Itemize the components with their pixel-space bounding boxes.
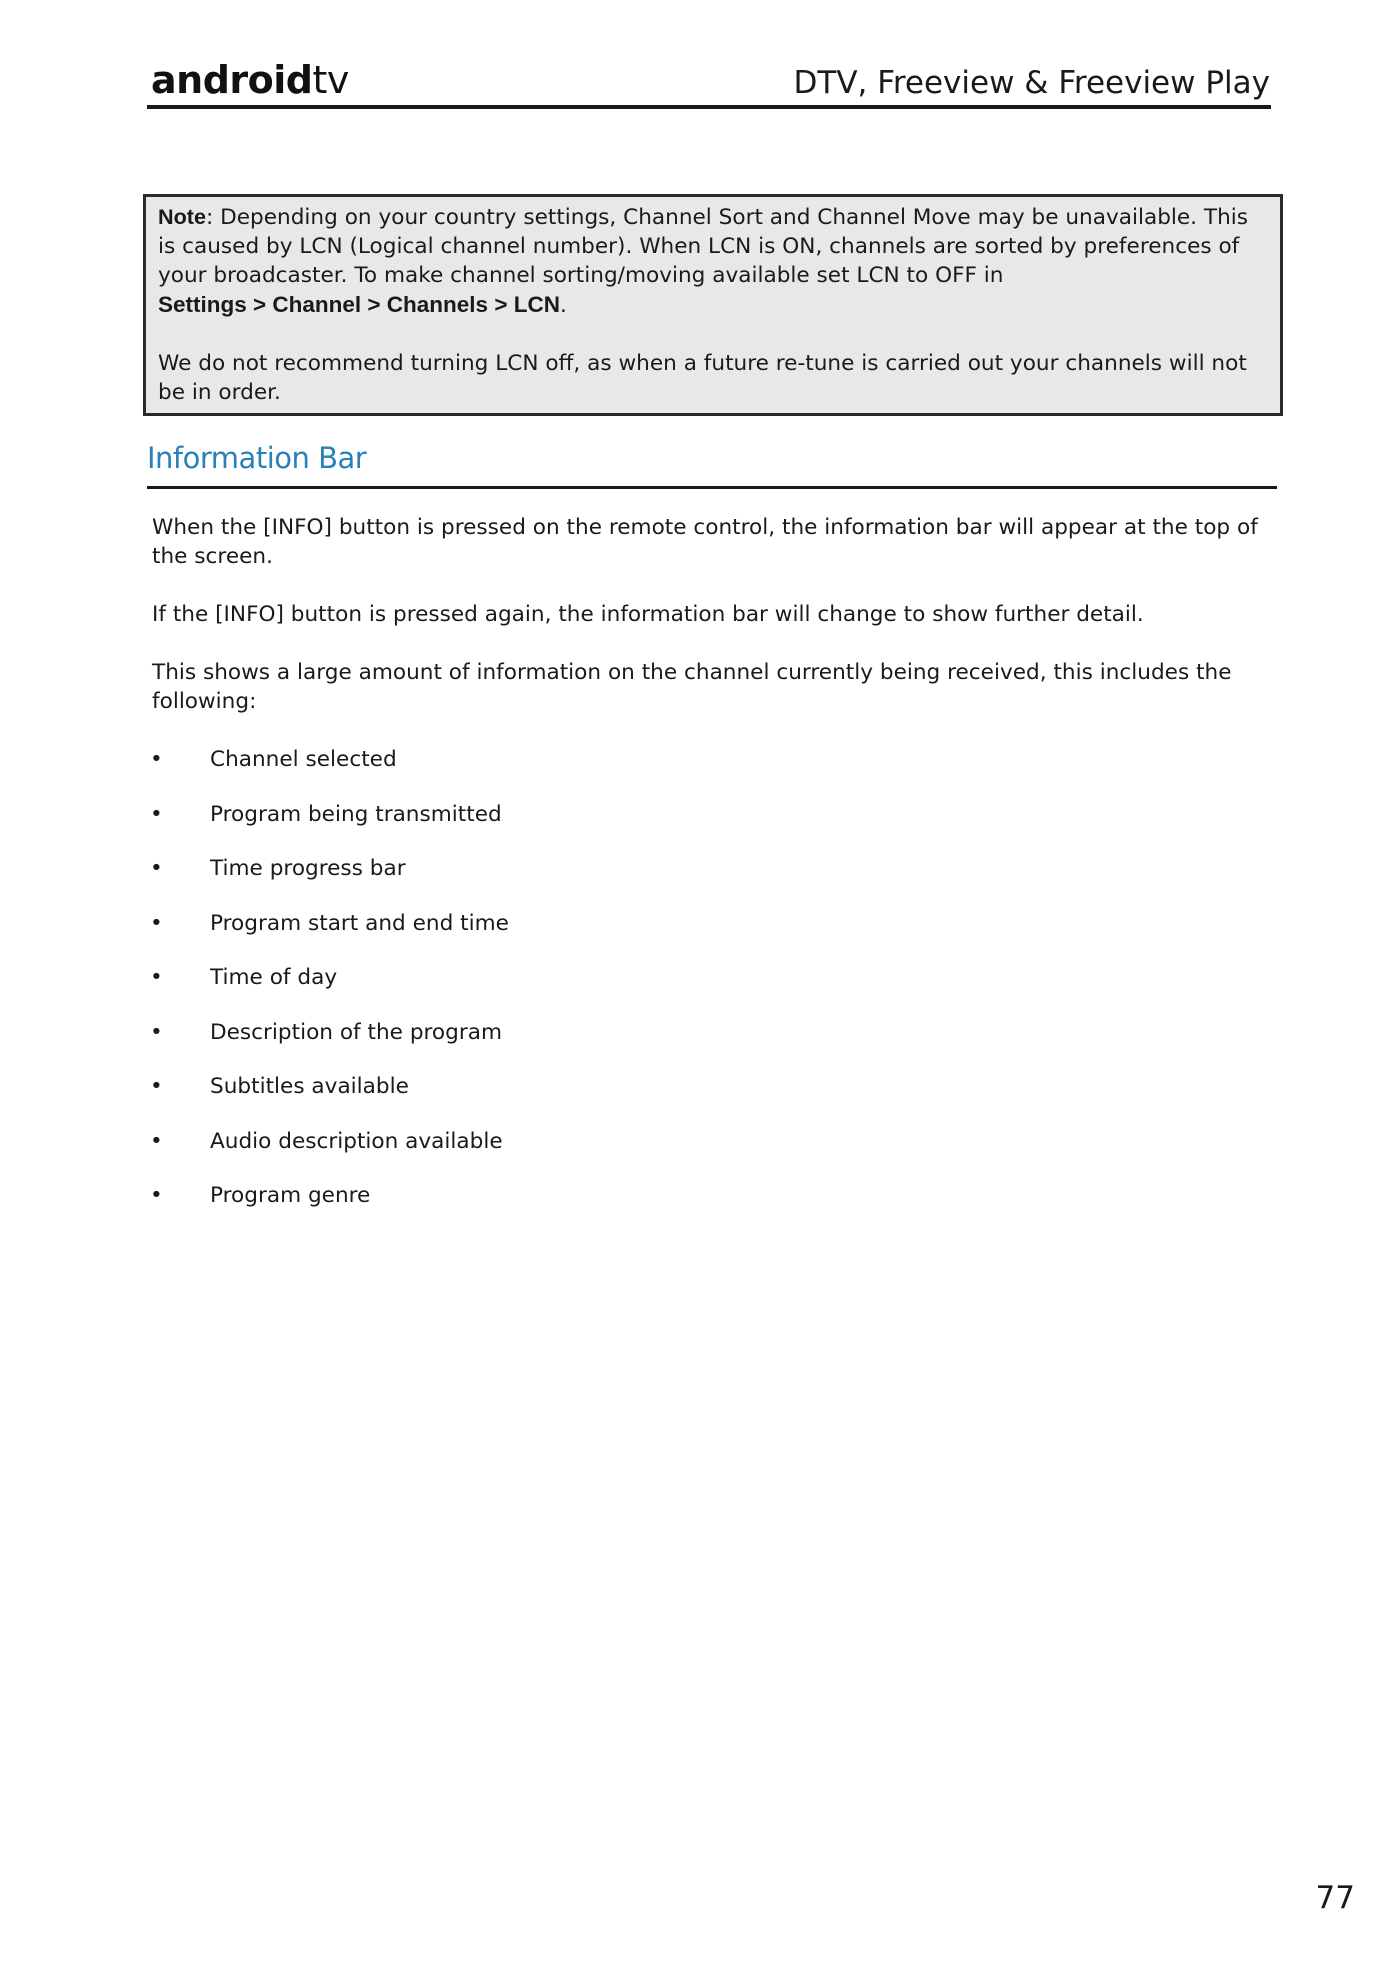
list-item-text: Program being transmitted — [210, 801, 502, 827]
settings-path: Settings > Channel > Channels > LCN — [158, 292, 560, 317]
list-item-text: Subtitles available — [210, 1074, 409, 1099]
bullet-icon: • — [150, 856, 163, 881]
bullet-icon: • — [150, 910, 163, 936]
bullet-icon: • — [150, 801, 163, 827]
section-body — [152, 513, 1272, 716]
androidtv-logo — [151, 58, 349, 102]
section-divider — [147, 486, 1277, 489]
bullet-icon: • — [150, 1128, 163, 1154]
list-item-text: Audio description available — [210, 1128, 503, 1154]
page-number: 77 — [1315, 1880, 1355, 1916]
note-paragraph-1 — [158, 202, 1268, 320]
logo-android-text: android — [151, 58, 313, 102]
list-item-text: Time progress bar — [210, 856, 406, 881]
bullet-icon: • — [150, 1019, 163, 1045]
bullet-icon: • — [150, 1183, 163, 1208]
note-label: Note — [158, 204, 206, 229]
list-item-text: Channel selected — [210, 747, 397, 772]
bullet-icon: • — [150, 747, 163, 772]
body-paragraph-3: This shows a large amount of information on the channel currently being received, this includes the following: — [152, 660, 1232, 714]
logo-tv-text: tv — [312, 58, 349, 102]
section-title: Information Bar — [147, 441, 367, 475]
note-box — [143, 194, 1283, 416]
note-text-1: : Depending on your country settings, Channel Sort and Channel Move may be unavailable. This is caused by LCN (Logical channel number). When LCN is ON, channels are sorted by preferences of your broadcaster. To make channel sorting/moving available set LCN to OFF in — [158, 205, 1249, 288]
list-item-text: Time of day — [210, 965, 338, 990]
settings-path-end: . — [559, 293, 567, 318]
bullet-icon: • — [150, 965, 163, 990]
list-item-text: Program start and end time — [210, 910, 509, 936]
list-item-text: Description of the program — [210, 1019, 503, 1045]
body-paragraph-1: When the [INFO] button is pressed on the remote control, the information bar will appear at the top of the screen. — [152, 515, 1258, 569]
note-paragraph-2: We do not recommend turning LCN off, as when a future re-tune is carried out your channels will not be in order. — [158, 351, 1247, 405]
list-item-text: Program genre — [210, 1183, 371, 1208]
body-paragraph-2: If the [INFO] button is pressed again, the information bar will change to show further detail. — [152, 602, 1144, 627]
header-title: DTV, Freeview & Freeview Play — [793, 65, 1270, 101]
bullet-icon: • — [150, 1074, 163, 1099]
header-divider — [147, 105, 1271, 109]
